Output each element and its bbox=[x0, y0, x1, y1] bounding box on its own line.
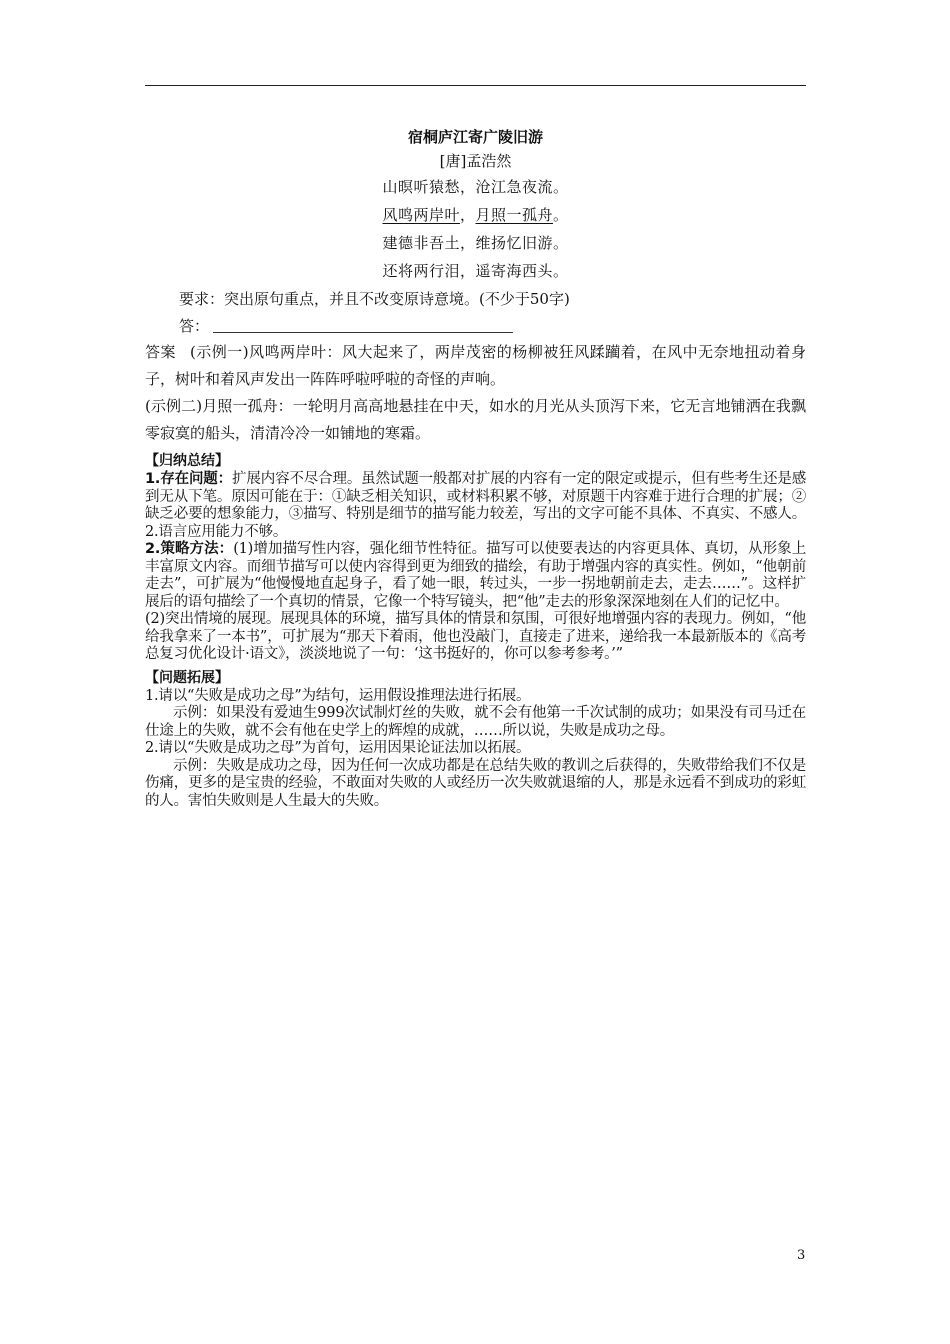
extension-heading: 【问题拓展】 bbox=[145, 669, 229, 686]
summary-strategy-2: (2)突出情境的展现。展现具体的环境，描写具体的情景和氛围，可很好地增强内容的表现力。例如，“他给我拿来了一本书”，可扩展为“那天下着雨，他也没敲门，直接走了进来，递给我一本最新版本的《高考总复习优化设计·语文》，淡淡地说了一句：‘这书挺好的，你可以参考参考。’” bbox=[145, 611, 806, 662]
answer-line bbox=[145, 313, 806, 339]
poem-title: 宿桐庐江寄广陵旧游 bbox=[407, 128, 543, 146]
summary-strategy bbox=[145, 541, 806, 611]
poem-line-1: 山暝听猿愁，沧江急夜流。 bbox=[382, 178, 569, 196]
requirement-text: 要求：突出原句重点，并且不改变原诗意境。(不少于50字) bbox=[179, 290, 570, 308]
extension-example-1: 示例：如果没有爱迪生999次试制灯丝的失败，就不会有他第一千次试制的成功；如果没有司马迁在仕途上的失败，就不会有他在史学上的辉煌的成就，……所以说，失败是成功之母。 bbox=[145, 705, 806, 739]
underlined-phrase-1: 风鸣两岸叶 bbox=[382, 206, 460, 224]
answer-blank bbox=[213, 318, 513, 333]
underlined-phrase-2: 月照一孤舟 bbox=[475, 206, 554, 224]
summary-problem bbox=[145, 471, 806, 541]
poem-line-4: 还将两行泪，遥寄海西头。 bbox=[382, 262, 569, 280]
extension-question-2: 2.请以“失败是成功之母”为首句，运用因果论证法加以拓展。 bbox=[145, 740, 531, 756]
page-number: 3 bbox=[797, 1248, 806, 1263]
summary-heading: 【归纳总结】 bbox=[145, 453, 229, 469]
answer-example-2: (示例二)月照一孤舟：一轮明月高高地悬挂在中天，如水的月光从头顶泻下来，它无言地铺洒在我飘零寂寞的船头，清清冷冷一如铺地的寒霜。 bbox=[145, 397, 806, 442]
summary-strategy-label: 2.策略方法： bbox=[145, 541, 234, 557]
poem-line-2-end: 。 bbox=[553, 206, 569, 224]
extension-question-1: 1.请以“失败是成功之母”为结句，运用假设推理法进行拓展。 bbox=[145, 687, 531, 704]
poem-line-2 bbox=[145, 201, 806, 229]
answer-label: 答： bbox=[179, 317, 210, 335]
summary-strategy-text: (1)增加描写性内容，强化细节性特征。描写可以使要表达的内容更具体、真切，从形象上丰富原文内容。而细节描写可以使内容得到更为细致的描绘，有助于增强内容的真实性。例如，“他朝前走去”，可扩展为“他慢慢地直起身子，看了她一眼，转过头，一步一拐地朝前走去，走去……”。这样扩展后的语句描绘了一个真切的情景，它像一个特写镜头，把“他”走去的形象深深地刻在人们的记忆中。 bbox=[145, 541, 806, 610]
answer-example-1-text: (示例一)风鸣两岸叶：风大起来了，两岸茂密的杨柳被狂风蹂躏着，在风中无奈地扭动着身子，树叶和着风声发出一阵阵呼啦呼啦的奇怪的声响。 bbox=[145, 343, 806, 388]
poem-author: [唐]孟浩然 bbox=[439, 152, 512, 170]
summary-problem-label: 1.存在问题： bbox=[145, 471, 233, 487]
header-rule bbox=[145, 85, 806, 86]
poem-line-3: 建德非吾土，维扬忆旧游。 bbox=[382, 234, 569, 252]
summary-problem-text: 扩展内容不尽合理。虽然试题一般都对扩展的内容有一定的限定或提示，但有些考生还是感到无从下笔。原因可能在于：①缺乏相关知识，或材料积累不够，对原题干内容难于进行合理的扩展；②缺乏必要的想象能力，③描写、特别是细节的描写能力较差，写出的文字可能不具体、不真实、不感人。2.语言应用能力不够。 bbox=[145, 471, 807, 540]
poem-line-2-sep: ， bbox=[459, 206, 476, 224]
answer-example-1 bbox=[145, 339, 806, 393]
page-content bbox=[145, 126, 806, 810]
answer-tag: 答案 bbox=[145, 343, 176, 361]
extension-example-2: 示例：失败是成功之母，因为任何一次成功都是在总结失败的教训之后获得的，失败带给我们不仅是伤痛，更多的是宝贵的经验，不敢面对失败的人或经历一次失败就退缩的人，那是永远看不到成功的彩虹的人。害怕失败则是人生最大的失败。 bbox=[145, 757, 806, 809]
